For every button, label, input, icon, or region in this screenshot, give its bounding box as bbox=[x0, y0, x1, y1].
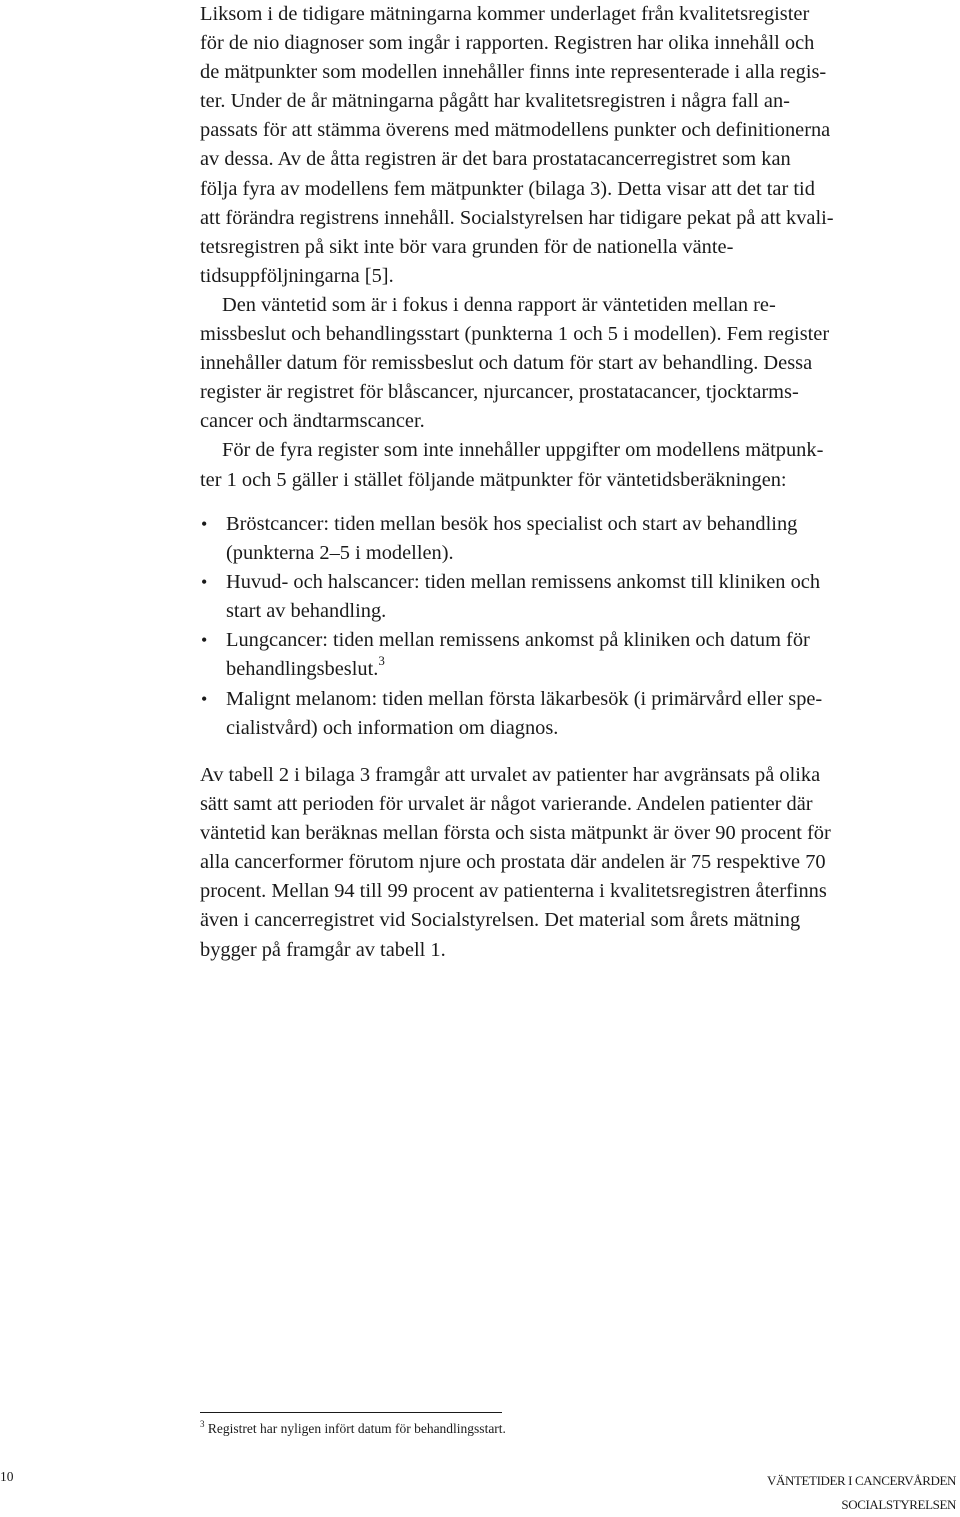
text-line: Av tabell 2 i bilaga 3 framgår att urvalet av patienter har avgränsats på olika bbox=[200, 764, 821, 786]
text-line: Huvud- och halscancer: tiden mellan remissens ankomst till kliniken och bbox=[226, 571, 821, 594]
text-line: missbeslut och behandlingsstart (punkterna 1 och 5 i modellen). Fem register bbox=[200, 323, 830, 346]
publisher-name: SOCIALSTYRELSEN bbox=[841, 1497, 956, 1512]
text-line: För de fyra register som inte innehåller uppgifter om modellens mätpunk- bbox=[222, 439, 824, 462]
text-line: cancer och ändtarmscancer. bbox=[200, 410, 425, 433]
text-line-with-note bbox=[226, 652, 940, 684]
text-line: även i cancerregistret vid Socialstyrelsen. Det material som årets mätning bbox=[200, 909, 801, 932]
text-line: Malignt melanom: tiden mellan första läkarbesök (i primärvård eller spe- bbox=[226, 687, 823, 710]
bullet-marker: • bbox=[201, 688, 208, 709]
text-line: att förändra registrens innehåll. Socialstyrelsen har tidigare pekat på att kvali- bbox=[200, 206, 834, 229]
text-line: ter 1 och 5 gäller i stället följande mätpunkter för väntetidsberäkningen: bbox=[200, 468, 787, 491]
text-line: Lungcancer: tiden mellan remissens ankomst på kliniken och datum för bbox=[226, 629, 810, 652]
text-line: ter. Under de år mätningarna pågått har kvalitetsregistren i några fall an- bbox=[200, 90, 790, 113]
footnote-text: Registret har nyligen infört datum för behandlingsstart. bbox=[207, 1421, 506, 1436]
text-line: cialistvård) och information om diagnos. bbox=[226, 716, 559, 739]
list-item bbox=[200, 510, 940, 568]
text-line: Den väntetid som är i fokus i denna rapport är väntetiden mellan re- bbox=[222, 293, 776, 316]
bullet-marker: • bbox=[201, 572, 208, 593]
list-item bbox=[200, 568, 940, 626]
text-line: passats för att stämma överens med mätmodellens punkter och definitionerna bbox=[200, 119, 831, 142]
text-line: (punkterna 2–5 i modellen). bbox=[226, 542, 454, 565]
text-line: följa fyra av modellens fem mätpunkter (bilaga 3). Detta visar att det tar tid bbox=[200, 177, 815, 200]
body-text bbox=[200, 0, 958, 495]
text-line: tidsuppföljningarna [5]. bbox=[200, 264, 394, 287]
text-line: av dessa. Av de åtta registren är det bara prostatacancerregistret som kan bbox=[200, 148, 791, 171]
text-line: Liksom i de tidigare mätningarna kommer underlaget från kvalitetsregister bbox=[200, 3, 810, 25]
text-line: de mätpunkter som modellen innehåller finns inte representerade i alla regis- bbox=[200, 61, 827, 84]
text-line: innehåller datum för remissbeslut och datum för start av behandling. Dessa bbox=[200, 352, 813, 375]
footnote-reference[interactable]: 3 bbox=[378, 652, 385, 668]
bullet-marker: • bbox=[201, 514, 208, 534]
paragraph-4 bbox=[200, 761, 960, 965]
bullet-list bbox=[200, 510, 940, 743]
text-line: bygger på framgår av tabell 1. bbox=[200, 938, 446, 961]
text-line: register är registret för blåscancer, njurcancer, prostatacancer, tjocktarms- bbox=[200, 381, 799, 404]
paragraph-1 bbox=[200, 0, 958, 291]
paragraph-2 bbox=[200, 291, 958, 436]
text-line: sätt samt att perioden för urvalet är något varierande. Andelen patienter där bbox=[200, 793, 813, 816]
list-item bbox=[200, 626, 940, 684]
page-number: 10 bbox=[0, 1469, 14, 1484]
text-line: start av behandling. bbox=[226, 600, 387, 623]
bullet-marker: • bbox=[201, 630, 208, 651]
text-line: alla cancerformer förutom njure och prostata där andelen är 75 respektive 70 bbox=[200, 851, 826, 874]
footnote-number: 3 bbox=[200, 1418, 205, 1429]
text-line: för de nio diagnoser som ingår i rapporten. Registren har olika innehåll och bbox=[200, 32, 815, 55]
text-line: Bröstcancer: tiden mellan besök hos specialist och start av behandling bbox=[226, 513, 798, 535]
text-line: väntetid kan beräknas mellan första och sista mätpunkt är över 90 procent för bbox=[200, 822, 831, 845]
running-footer bbox=[767, 1469, 956, 1517]
footnote-divider bbox=[200, 1412, 502, 1413]
footnote bbox=[200, 1418, 506, 1437]
running-title: VÄNTETIDER I CANCERVÅRDEN bbox=[767, 1473, 956, 1488]
list-item bbox=[200, 685, 940, 743]
text-line: procent. Mellan 94 till 99 procent av patienterna i kvalitetsregistren återfinns bbox=[200, 880, 827, 903]
text-fragment: behandlingsbeslut. bbox=[226, 658, 379, 681]
paragraph-3 bbox=[200, 436, 958, 494]
text-line: tetsregistren på sikt inte bör vara grunden för de nationella vänte- bbox=[200, 235, 734, 258]
